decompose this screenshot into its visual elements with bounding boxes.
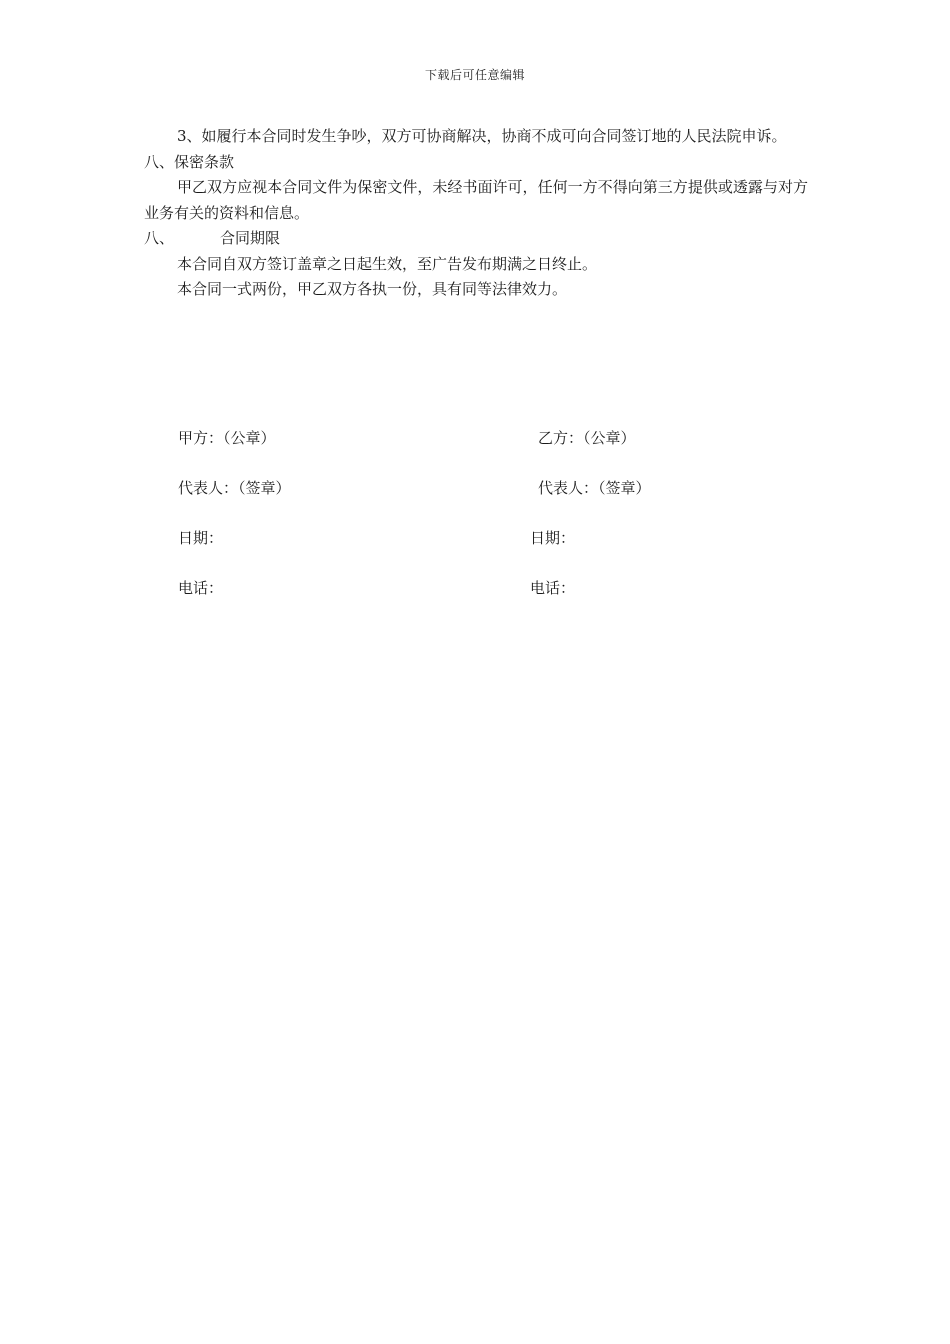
term-heading-title: 合同期限: [220, 229, 281, 247]
party-a-phone: 电话：: [178, 579, 224, 597]
term-clause-effective: 本合同自双方签订盖章之日起生效，至广告发布期满之日终止。: [177, 254, 598, 273]
party-b-representative: 代表人：（签章）: [538, 479, 651, 497]
page-header-note: 下载后可任意编辑: [424, 68, 525, 82]
contract-body: [144, 124, 808, 303]
party-b-date: 日期：: [530, 529, 576, 547]
term-clause-copies: 本合同一式两份，甲乙双方各执一份，具有同等法律效力。: [177, 280, 568, 298]
confidential-heading: 八、保密条款: [144, 152, 235, 171]
term-heading-number: 八、: [144, 229, 175, 247]
party-b-seal: 乙方：（公章）: [538, 429, 636, 447]
party-a-seal: 甲方：（公章）: [178, 429, 276, 447]
party-a-representative: 代表人：（签章）: [178, 479, 291, 497]
dispute-clause: 3、如履行本合同时发生争吵，双方可协商解决，协商不成可向合同签订地的人民法院申诉。: [177, 127, 787, 145]
term-heading: [144, 226, 808, 252]
party-a-date: 日期：: [178, 529, 224, 547]
party-b-phone: 电话：: [530, 579, 576, 597]
confidential-clause: 甲乙双方应视本合同文件为保密文件，未经书面许可，任何一方不得向第三方提供或透露与对方业务有关的资料和信息。: [144, 178, 808, 222]
